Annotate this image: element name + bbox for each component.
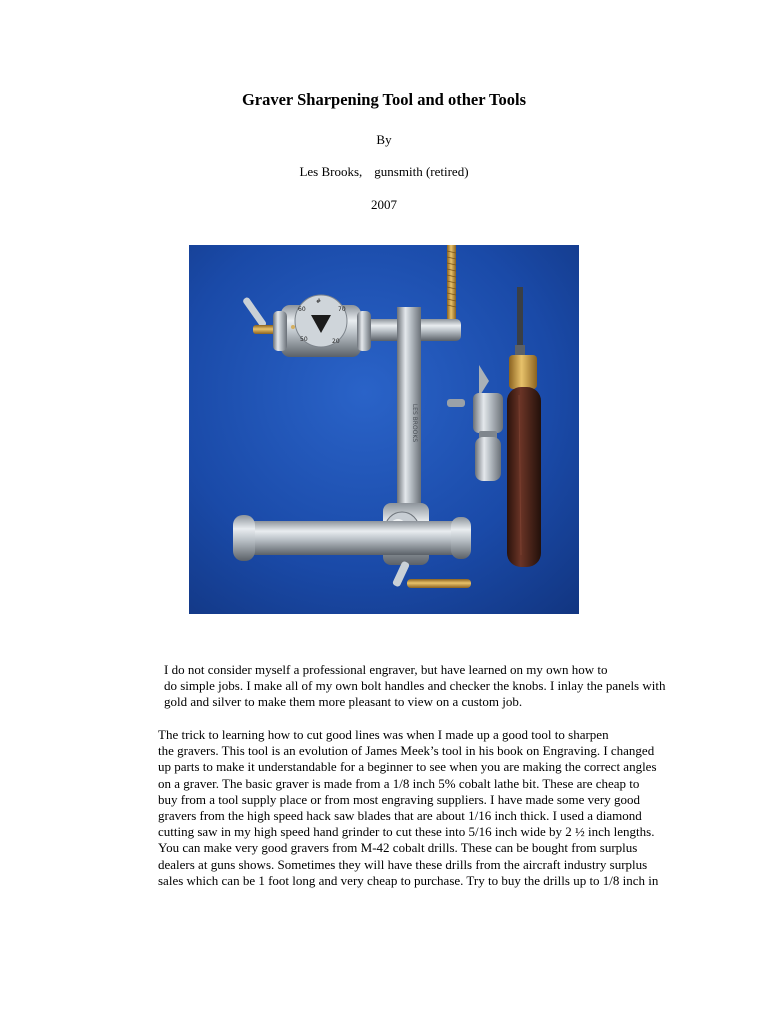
document-title: Graver Sharpening Tool and other Tools (241, 90, 527, 109)
svg-text:50: 50 (300, 336, 308, 343)
bottom-roller (233, 515, 471, 561)
tool-photo (189, 245, 579, 614)
svg-text:#: # (316, 298, 322, 305)
paragraph-line: buy from a tool supply place or from most engraving suppliers. I have made some very good (158, 791, 640, 807)
tool-photo-drawing (189, 245, 579, 614)
paragraph-line: dealers at guns shows. Sometimes they will have these drills from the aircraft industry surplus (158, 856, 648, 872)
paragraph-1 (113, 662, 666, 711)
paragraph-2 (113, 727, 658, 889)
paragraph-line: cutting saw in my high speed hand grinder to cut these into 5/16 inch wide by 2 ½ inch lengths. (158, 824, 655, 840)
paragraph-line: The trick to learning how to cut good lines was when I made up a good tool to sharpen (158, 727, 609, 742)
paragraph-line: on a graver. The basic graver is made from a 1/8 inch 5% cobalt lathe bit. These are cheap to (158, 775, 640, 791)
paragraph-line: do simple jobs. I make all of my own bolt handles and checker the knobs. I inlay the panels with (164, 678, 666, 694)
vertical-arm (397, 307, 421, 532)
author-line (0, 164, 768, 180)
document-year: 2007 (371, 197, 397, 212)
author-name: Les Brooks, (299, 164, 363, 179)
paragraph-line: gold and silver to make them more pleasant to view on a custom job. (164, 694, 523, 710)
arm-engraving: LES BROOKS (411, 403, 418, 443)
svg-text:60: 60 (298, 306, 306, 313)
paragraph-line: I do not consider myself a professional engraver, but have learned on my own how to (164, 662, 608, 677)
paragraph-line: up parts to make it understandable for a beginner to see when you are making the correct angles (158, 759, 657, 775)
svg-text:20: 20 (332, 338, 340, 345)
paragraph-line: You can make very good gravers from M-42 cobalt drills. These can be bought from surplus (158, 840, 638, 856)
paragraph-line: the gravers. This tool is an evolution of James Meek’s tool in his book on Engraving. I changed (158, 743, 655, 759)
svg-text:70: 70 (338, 306, 346, 313)
author-role: gunsmith (retired) (374, 164, 469, 179)
paragraph-line: sales which can be 1 foot long and very cheap to purchase. Try to buy the drills up to 1/8 inch in (158, 872, 659, 888)
byline-label: By (376, 132, 392, 147)
paragraph-line: gravers from the high speed hack saw blades that are about 1/16 inch thick. I used a diamond (158, 808, 642, 824)
